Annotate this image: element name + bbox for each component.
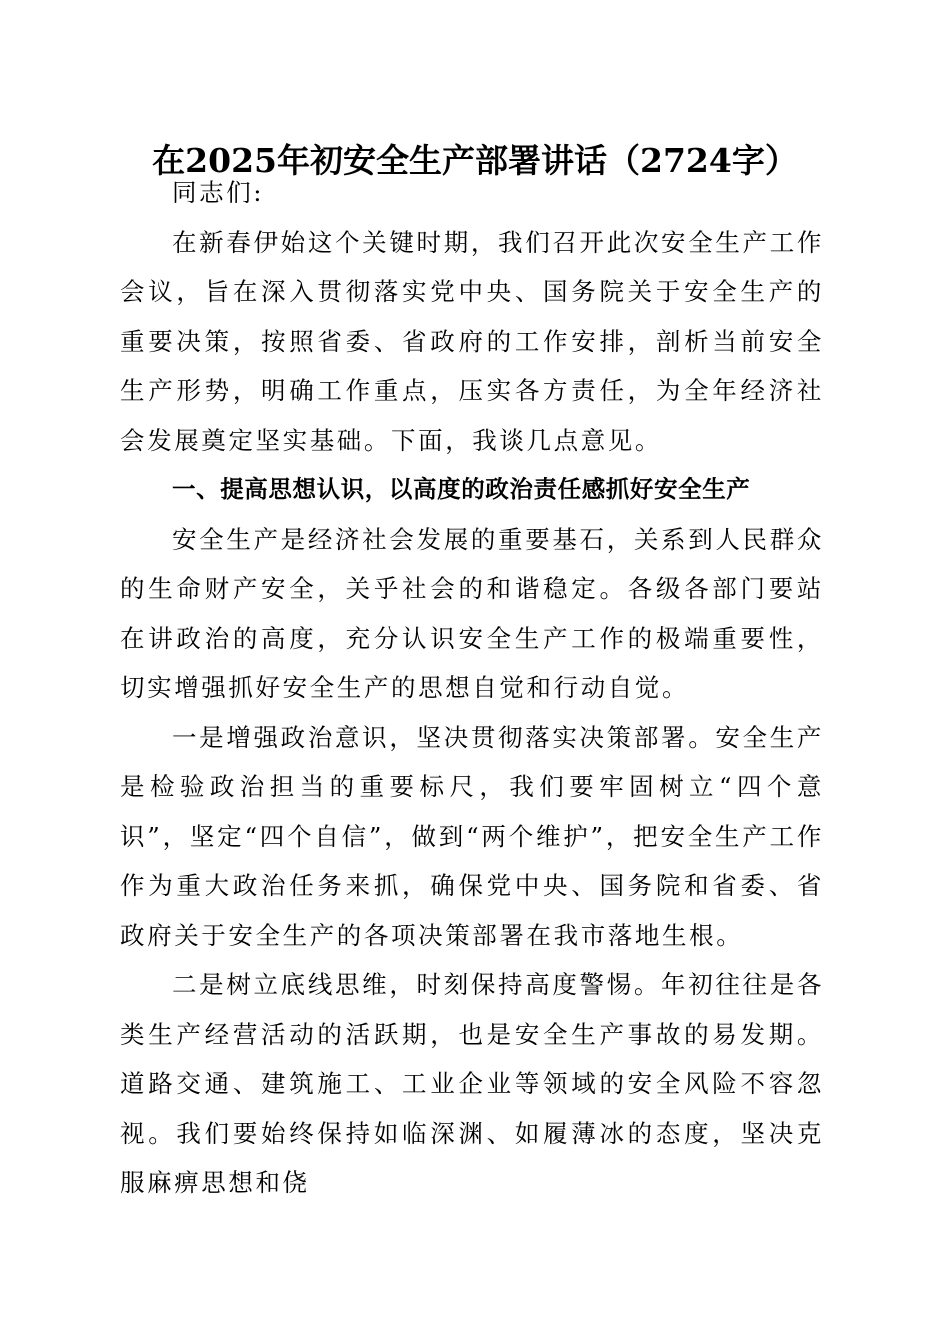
paragraph-intro: 在新春伊始这个关键时期，我们召开此次安全生产工作会议，旨在深入贯彻落实党中央、国务院关于安全生产的重要决策，按照省委、省政府的工作安排，剖析当前安全生产形势，明确工作重点，压实各方责任，为全年经济社会发展奠定坚实基础。下面，我谈几点意见。 bbox=[120, 227, 824, 455]
document-body bbox=[120, 168, 824, 1208]
paragraph-point-two: 二是树立底线思维，时刻保持高度警惕。年初往往是各类生产经营活动的活跃期，也是安全生产事故的易发期。道路交通、建筑施工、工业企业等领域的安全风险不容忽视。我们要始终保持如临深渊、如履薄冰的态度，坚决克服麻痹思想和侥 bbox=[120, 970, 824, 1197]
document-title: 在2025年初安全生产部署讲话（2724字） bbox=[152, 141, 798, 180]
salutation: 同志们: bbox=[172, 178, 265, 207]
paragraph-section-intro: 安全生产是经济社会发展的重要基石，关系到人民群众的生命财产安全，关乎社会的和谐稳定。各级各部门要站在讲政治的高度，充分认识安全生产工作的极端重要性，切实增强抓好安全生产的思想自觉和行动自觉。 bbox=[120, 524, 824, 702]
paragraph-point-one: 一是增强政治意识，坚决贯彻落实决策部署。安全生产是检验政治担当的重要标尺，我们要牢固树立“四个意识”，坚定“四个自信”，做到“两个维护”，把安全生产工作作为重大政治任务来抓，确保党中央、国务院和省委、省政府关于安全生产的各项决策部署在我市落地生根。 bbox=[120, 722, 824, 950]
section-heading: 一、提高思想认识，以高度的政治责任感抓好安全生产 bbox=[172, 475, 751, 503]
